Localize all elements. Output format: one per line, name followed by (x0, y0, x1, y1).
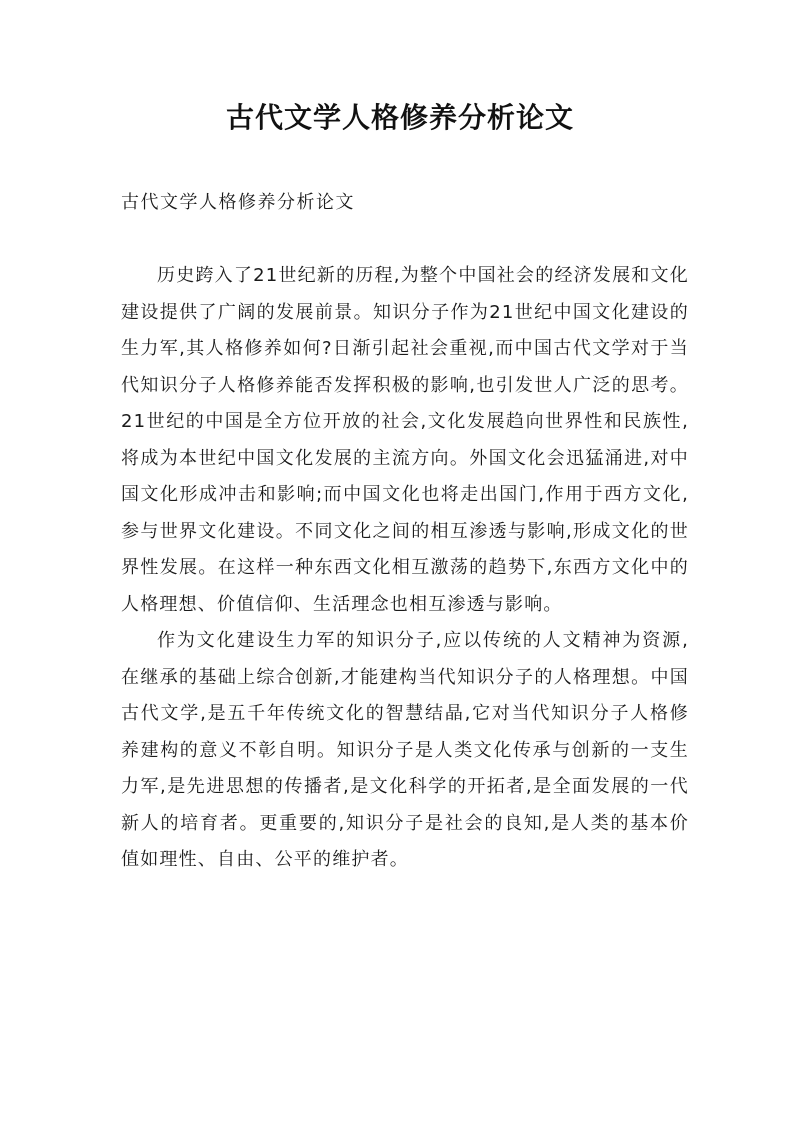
paragraph-1: 历史跨入了21世纪新的历程,为整个中国社会的经济发展和文化建设提供了广阔的发展前景。知识分子作为21世纪中国文化建设的生力军,其人格修养如何?日渐引起社会重视,而中国古代文学对于当代知识分子人格修养能否发挥积极的影响,也引发世人广泛的思考。21世纪的中国是全方位开放的社会,文化发展趋向世界性和民族性,将成为本世纪中国文化发展的主流方向。外国文化会迅猛涌进,对中国文化形成冲击和影响;而中国文化也将走出国门,作用于西方文化,参与世界文化建设。不同文化之间的相互渗透与影响,形成文化的世界性发展。在这样一种东西文化相互激荡的趋势下,东西方文化中的人格理想、价值信仰、生活理念也相互渗透与影响。 (121, 265, 689, 615)
document-body (121, 258, 689, 879)
document-subtitle: 古代文学人格修养分析论文 (121, 192, 355, 213)
paragraph-2: 作为文化建设生力军的知识分子,应以传统的人文精神为资源,在继承的基础上综合创新,才能建构当代知识分子的人格理想。中国古代文学,是五千年传统文化的智慧结晶,它对当代知识分子人格修养建构的意义不彰自明。知识分子是人类文化传承与创新的一支生力军,是先进思想的传播者,是文化科学的开拓者,是全面发展的一代新人的培育者。更重要的,知识分子是社会的良知,是人类的基本价值如理性、自由、公平的维护者。 (121, 630, 689, 870)
document-title: 古代文学人格修养分析论文 (225, 101, 574, 134)
